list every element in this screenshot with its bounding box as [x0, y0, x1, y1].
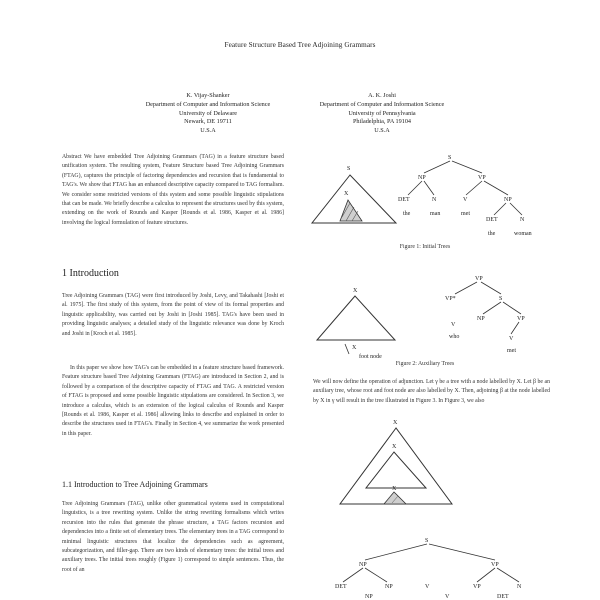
fig2-word: who [449, 334, 460, 340]
author-country: U.S.A [200, 127, 216, 135]
author-name: K. Vijay-Shanker [186, 92, 230, 99]
figure-3-adjunction [330, 410, 460, 510]
fig1-vp-node: VP [478, 175, 486, 181]
fig4-np: NP [359, 562, 367, 568]
fig4-vp2: VP [473, 584, 481, 590]
fig4-v: V [425, 584, 430, 590]
fig1-s-node: S [448, 155, 452, 161]
fig1-word: met [461, 211, 470, 217]
fig2-word: met [507, 348, 516, 354]
author-block-1 [128, 92, 288, 136]
fig2-v-node: V [509, 336, 514, 342]
fig1-x-inner: X [344, 191, 349, 197]
fig1-np-node: NP [418, 175, 426, 181]
fig1-word: woman [514, 231, 532, 237]
figure-2-auxiliary-trees [305, 270, 550, 360]
fig2-foot-node-label: foot node [359, 354, 382, 360]
fig4-det: DET [335, 584, 347, 590]
fig1-word: the [488, 231, 496, 237]
fig2-triangle [317, 296, 395, 340]
fig2-vp-foot: VP* [445, 296, 456, 302]
fig1-np2-node: NP [504, 197, 512, 203]
fig3-foot: X [392, 486, 397, 492]
fig1-v-node: V [463, 197, 468, 203]
author-city: Philadelphia, PA 19104 [352, 118, 412, 126]
fig1-word: the [403, 211, 411, 217]
fig2-vp-root: VP [475, 276, 483, 282]
paper-title: Feature Structure Based Tree Adjoining Grammars [224, 41, 376, 49]
abstract: Abstract We have embedded Tree Adjoining Grammars (TAG) in a feature structure based unification system. The resulting system, Feature Structure based Tree Adjoining Grammars (FTAG), captures the principle of factoring dependencies and recursion that is fundamental to TAG's. We show that FTAG has an enhanced descriptive capacity compared to TAG formalism. We consider some restricted versions of this system and some possible linguistic stipulations that can be made. We briefly describe a calculus to represent the structures used by this system, extending on the work of Rounds and Kasper [Rounds et al. 1986, Kasper et al. 1986] involving the logical formulation of feature structures. [62, 154, 284, 226]
figure-1-initial-trees [300, 145, 550, 245]
figure-2-caption: Figure 2: Auxiliary Trees [395, 361, 455, 367]
fig2-np-node: NP [477, 316, 485, 322]
figure-4-derived-tree [305, 530, 555, 600]
author-univ: University of Pennsylvania [348, 109, 416, 117]
fig1-det2-node: DET [486, 217, 498, 223]
author-dept: Department of Computer and Information Science [319, 100, 445, 108]
author-country: U.S.A [374, 127, 390, 135]
fig4-np3: NP [365, 594, 373, 600]
fig1-hatched-subtree [340, 200, 362, 221]
author-block-2 [287, 92, 477, 136]
fig4-vp: VP [491, 562, 499, 568]
fig1-n-node: N [432, 197, 437, 203]
fig4-v2: V [445, 594, 450, 600]
fig1-det-node: DET [398, 197, 410, 203]
section-heading: 1 Introduction [62, 268, 119, 279]
fig2-vp-node: VP [517, 316, 525, 322]
subsection-heading: 1.1 Introduction to Tree Adjoining Grammars [62, 480, 208, 489]
paragraph: We will now define the operation of adjunction. Let γ be a tree with a node labelled by X. Let β be an auxiliary tree, whose root and foot node are also labelled by X. Then, adjoining β at the node labelled by X in γ will result in the tree illustrated in Figure 3. In Figure 3, we also [313, 379, 550, 404]
fig3-mid: X [392, 444, 397, 450]
fig2-s-node: S [499, 296, 503, 302]
fig3-root: X [393, 420, 398, 426]
figure-1-caption: Figure 1: Initial Trees [399, 244, 451, 250]
author-city: Newark, DE 19711 [184, 118, 232, 126]
author-univ: University of Delaware [178, 109, 238, 117]
fig1-x-label: S [347, 166, 351, 172]
fig2-v-left: V [451, 322, 456, 328]
fig4-s-root: S [425, 538, 429, 544]
fig2-foot-x: X [352, 345, 357, 351]
paragraph: Tree Adjoining Grammars (TAG), unlike other grammatical systems used in computational linguistics, is a tree rewriting system. Unlike the string rewriting formalisms which writes recursion into the rules that generate the phrase structure, a TAG factors recursion and dependencies into a finite set of elementary trees. The elementary trees in a TAG correspond to minimal linguistic structures that localize the dependencies such as agreement, subcategorization, and filler-gap. There are two kinds of elementary trees: the initial trees and auxiliary trees. The initial trees roughly (Figure 1) correspond to simple sentences. Thus, the root of an [62, 501, 284, 573]
fig4-np2: NP [385, 584, 393, 590]
fig4-det2: DET [497, 594, 509, 600]
fig1-n2-node: N [520, 217, 525, 223]
fig1-word: man [430, 211, 441, 217]
paragraph: Tree Adjoining Grammars (TAG) were first introduced by Joshi, Levy, and Takahashi [Joshi et al. 1975]. The first study of this system, from the point of view of its formal properties and linguistic applicability, was carried out by Joshi in [Joshi 1985]. TAG's have been used in providing linguistic analyses; a detailed study of the linguistic relevance was done by Kroch and Joshi in [Kroch et al. 1985]. [62, 293, 284, 337]
author-name: A. K. Joshi [368, 92, 396, 99]
fig2-root-label: X [353, 288, 358, 294]
paragraph: In this paper we show how TAG's can be embedded in a feature structure based framework. Feature structure based Tree Adjoining Grammars (FTAG) are introduced in Section 2, and is followed by a comparison of the descriptive capacity of FTAG and TAG. A restricted version of FTAG is proposed and some possible linguistic stipulations are considered. In Section 3, we introduce a calculus, which is an extension of the logical calculus of Rounds and Kasper [Rounds et al. 1986, Kasper et al. 1986] allowing links to describe and explained in order to describe the structures used in FTAG's. Finally in Section 4, we summarize the work presented in this paper. [62, 365, 284, 437]
author-dept: Department of Computer and Information Science [145, 100, 271, 108]
fig4-n: N [517, 584, 522, 590]
